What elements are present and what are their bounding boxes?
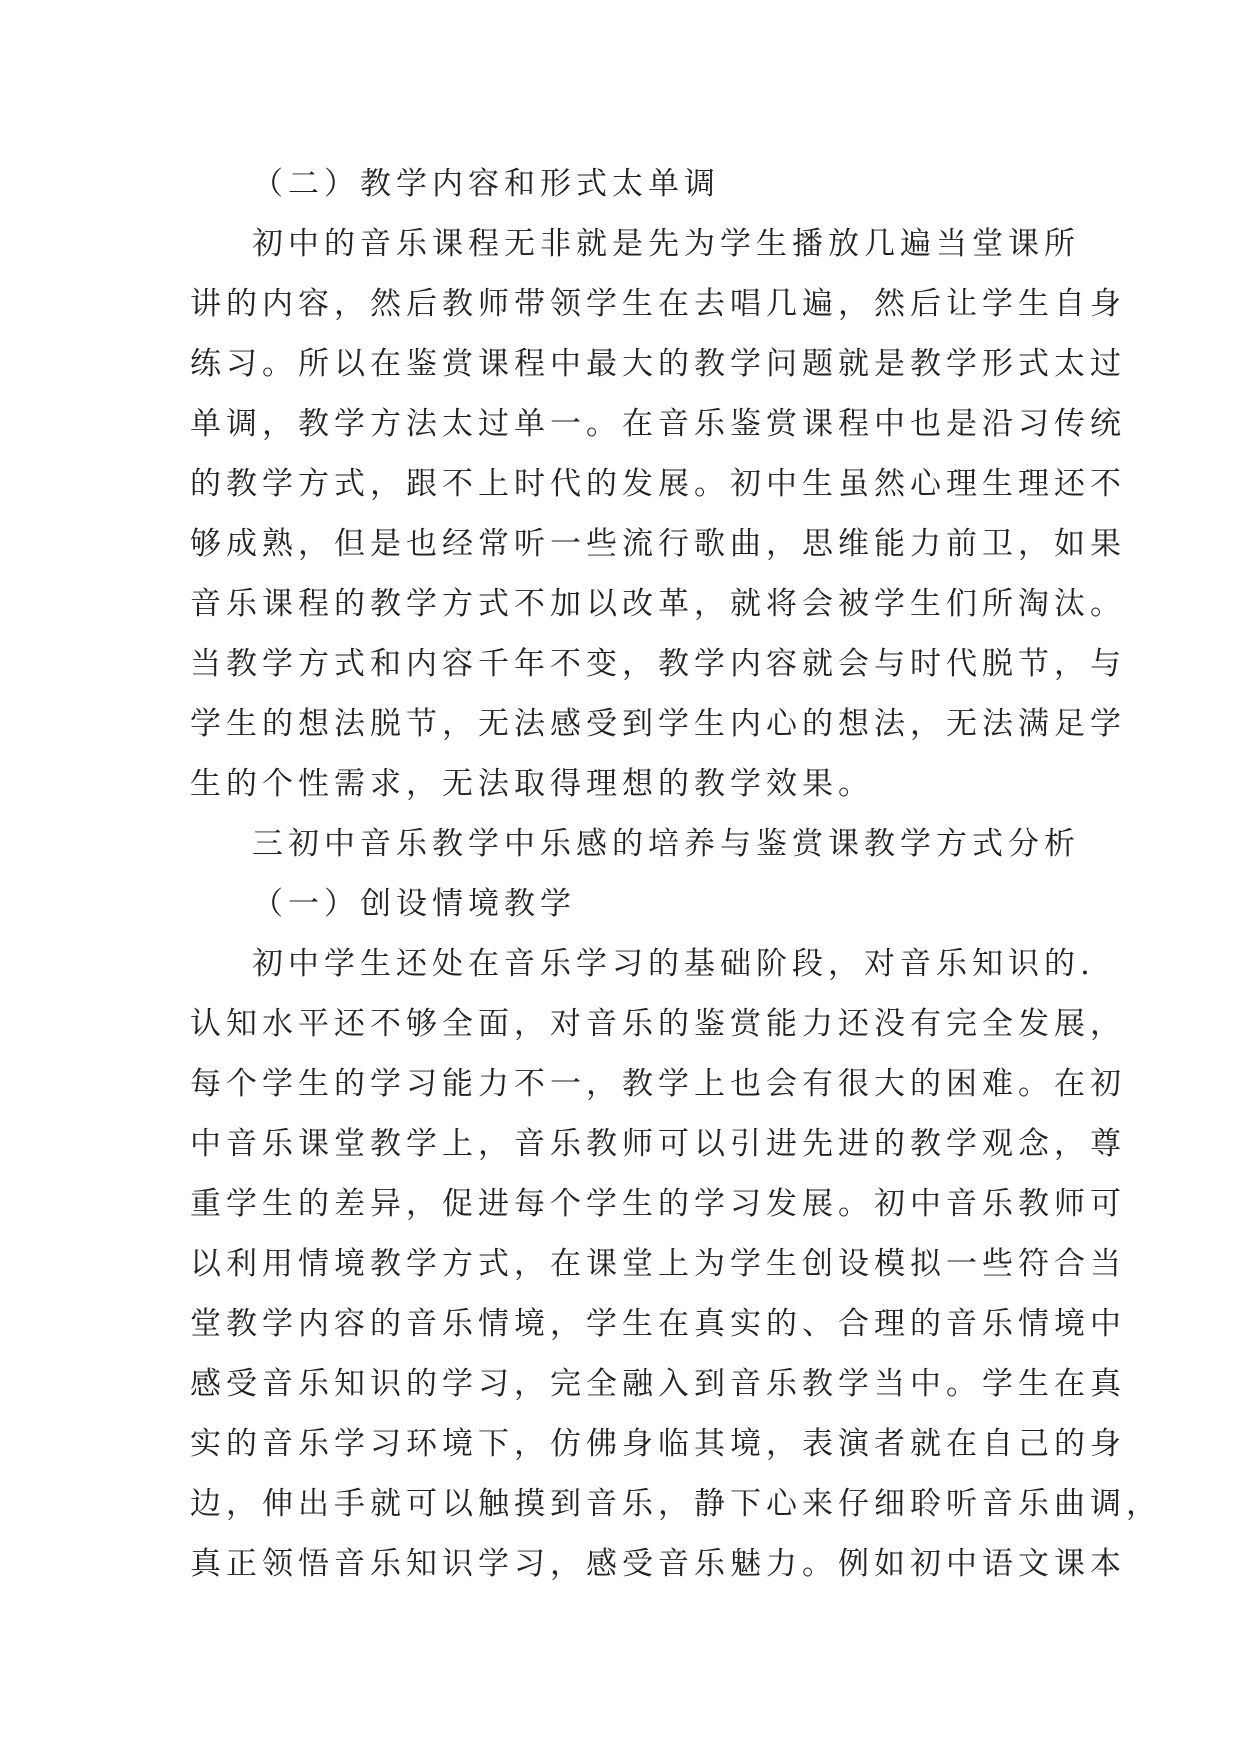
paragraph-line: 感受音乐知识的学习，完全融入到音乐教学当中。学生在真 [190,1366,1126,1402]
paragraph-line: 练习。所以在鉴赏课程中最大的教学问题就是教学形式太过 [190,346,1126,382]
subsection-heading-1: （一）创设情境教学 [252,886,576,922]
section-heading-3: 三初中音乐教学中乐感的培养与鉴赏课教学方式分析 [252,826,1080,862]
paragraph-line: 生的个性需求，无法取得理想的教学效果。 [190,766,874,802]
paragraph-line: 中音乐课堂教学上，音乐教师可以引进先进的教学观念，尊 [190,1126,1126,1162]
paragraph-line: 每个学生的学习能力不一，教学上也会有很大的困难。在初 [190,1066,1126,1102]
paragraph-line: 真正领悟音乐知识学习，感受音乐魅力。例如初中语文课本 [190,1546,1126,1582]
paragraph-line: 初中的音乐课程无非就是先为学生播放几遍当堂课所 [252,226,1080,262]
paragraph-line: 初中学生还处在音乐学习的基础阶段，对音乐知识的. [252,946,1095,982]
paragraph-line: 重学生的差异，促进每个学生的学习发展。初中音乐教师可 [190,1186,1126,1222]
paragraph-line: 当教学方式和内容千年不变，教学内容就会与时代脱节，与 [190,646,1126,682]
paragraph-line: 的教学方式，跟不上时代的发展。初中生虽然心理生理还不 [190,466,1126,502]
paragraph-line: 音乐课程的教学方式不加以改革，就将会被学生们所淘汰。 [190,586,1126,622]
paragraph-line: 堂教学内容的音乐情境，学生在真实的、合理的音乐情境中 [190,1306,1126,1342]
paragraph-line: 认知水平还不够全面，对音乐的鉴赏能力还没有完全发展， [190,1006,1126,1042]
paragraph-line: 学生的想法脱节，无法感受到学生内心的想法，无法满足学 [190,706,1126,742]
paragraph-line: 够成熟，但是也经常听一些流行歌曲，思维能力前卫，如果 [190,526,1126,562]
paragraph-line: 以利用情境教学方式，在课堂上为学生创设模拟一些符合当 [190,1246,1126,1282]
paragraph-line: 讲的内容，然后教师带领学生在去唱几遍，然后让学生自身 [190,286,1126,322]
paragraph-line: 实的音乐学习环境下，仿佛身临其境，表演者就在自己的身 [190,1426,1126,1462]
paragraph-line: 单调，教学方法太过单一。在音乐鉴赏课程中也是沿习传统 [190,406,1126,442]
paragraph-line: 边，伸出手就可以触摸到音乐，静下心来仔细聆听音乐曲调， [190,1486,1162,1522]
section-heading-2: （二）教学内容和形式太单调 [252,166,720,202]
